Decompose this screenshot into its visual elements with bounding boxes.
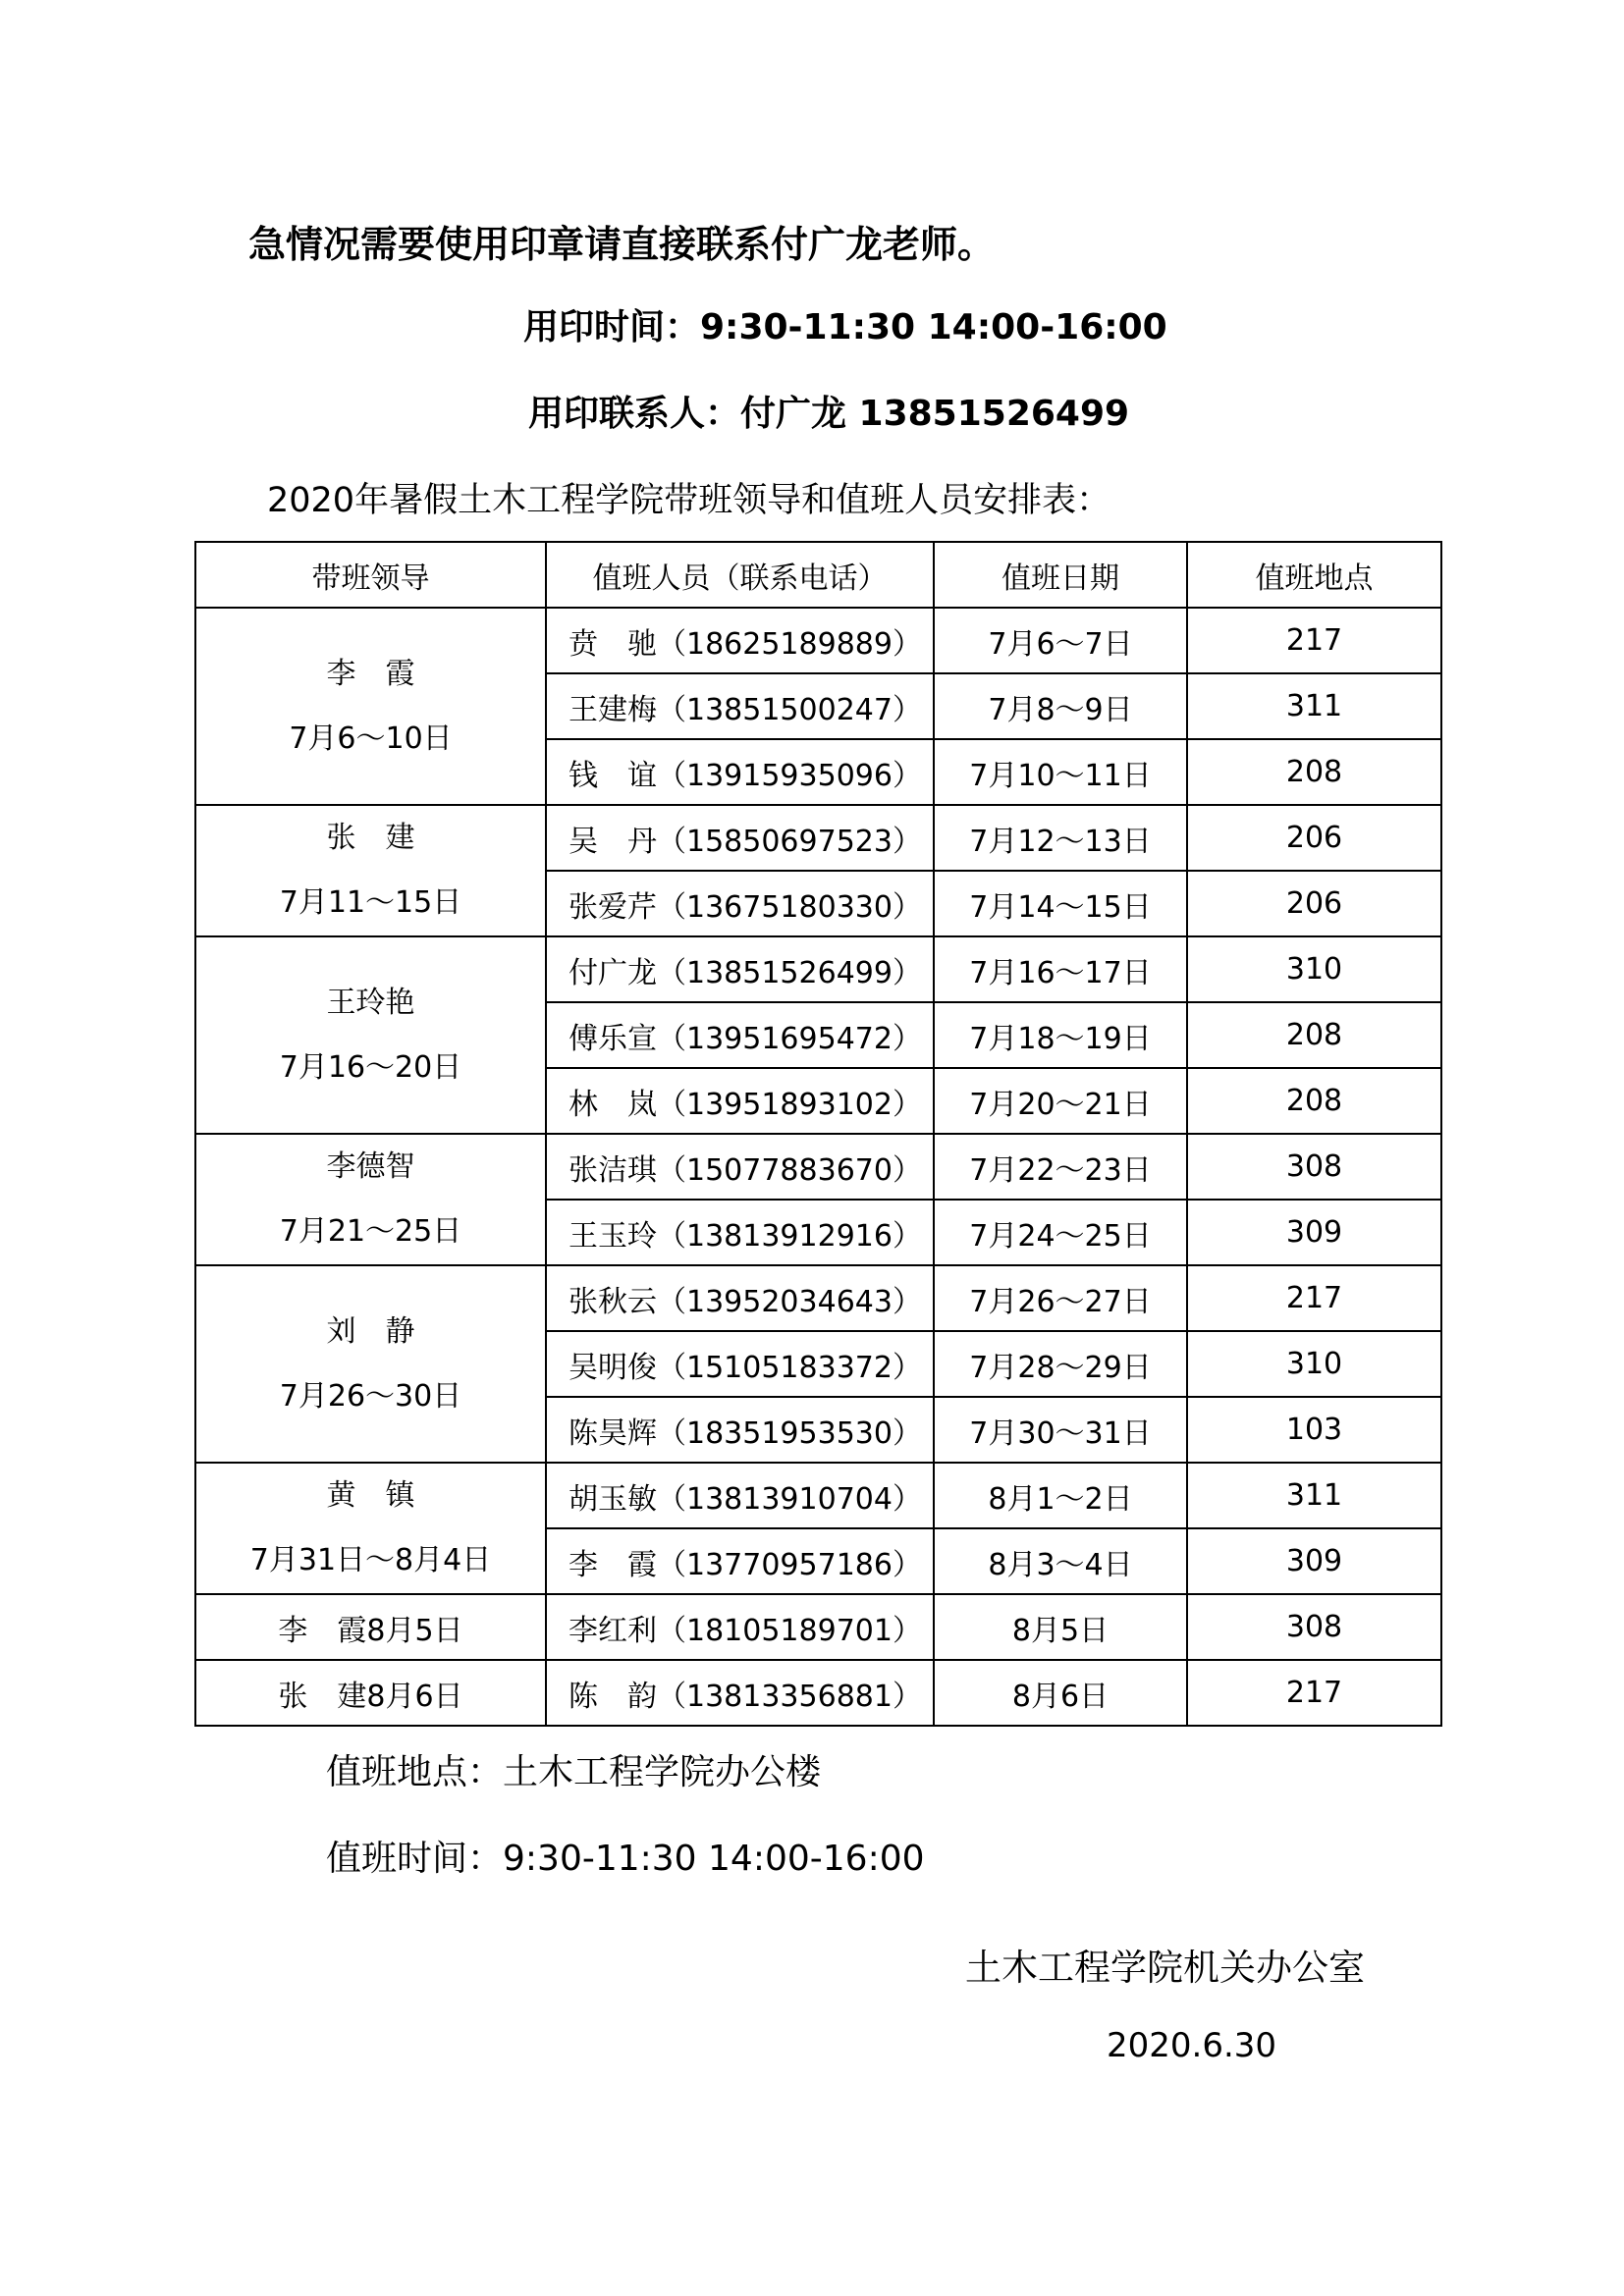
- issuing-office: 土木工程学院机关办公室: [965, 1947, 1365, 1989]
- room-cell: 217: [1187, 1265, 1441, 1331]
- staff-cell: 胡玉敏（13813910704）: [546, 1463, 934, 1528]
- staff-cell: 王玉玲（13813912916）: [546, 1200, 934, 1265]
- duty-date-cell: 7月20～21日: [934, 1068, 1187, 1134]
- leader-name: 王玲艳: [326, 985, 415, 1020]
- stamp-notice: 急情况需要使用印章请直接联系付广龙老师。: [248, 223, 996, 266]
- duty-date-cell: 7月26～27日: [934, 1265, 1187, 1331]
- room-cell: 206: [1187, 805, 1441, 871]
- room-cell: 309: [1187, 1528, 1441, 1594]
- room-cell: 208: [1187, 739, 1441, 805]
- duty-date-cell: 7月22～23日: [934, 1134, 1187, 1200]
- header-leader: 带班领导: [195, 542, 546, 608]
- staff-cell: 陈 韵（13813356881）: [546, 1660, 934, 1726]
- duty-date-cell: 7月30～31日: [934, 1397, 1187, 1463]
- issue-date: 2020.6.30: [1107, 2026, 1277, 2065]
- room-cell: 311: [1187, 1463, 1441, 1528]
- table-row: [195, 1594, 1441, 1660]
- duty-date-cell: 7月12～13日: [934, 805, 1187, 871]
- staff-cell: 李红利（18105189701）: [546, 1594, 934, 1660]
- leader-name: 刘 静: [326, 1313, 415, 1349]
- staff-cell: 张爱芹（13675180330）: [546, 871, 934, 936]
- room-cell: 217: [1187, 608, 1441, 673]
- room-cell: 208: [1187, 1002, 1441, 1068]
- duty-date-cell: 7月8～9日: [934, 673, 1187, 739]
- stamp-contact: 用印联系人：付广龙 13851526499: [528, 394, 1130, 434]
- duty-date-cell: 7月18～19日: [934, 1002, 1187, 1068]
- leader-cell: [195, 936, 546, 1134]
- duty-date-cell: 8月6日: [934, 1660, 1187, 1726]
- leader-dates: 7月31日～8月4日: [249, 1543, 492, 1577]
- leader-name: 李 霞: [326, 656, 415, 691]
- room-cell: 310: [1187, 936, 1441, 1002]
- leader-dates: 7月16～20日: [279, 1049, 462, 1085]
- room-cell: 308: [1187, 1594, 1441, 1660]
- staff-cell: 吴明俊（15105183372）: [546, 1331, 934, 1397]
- staff-cell: 陈昊辉（18351953530）: [546, 1397, 934, 1463]
- room-cell: 310: [1187, 1331, 1441, 1397]
- table-header-row: [195, 542, 1441, 608]
- staff-cell: 李 霞（13770957186）: [546, 1528, 934, 1594]
- table-row: [195, 608, 1441, 673]
- duty-schedule-table: [194, 541, 1442, 1727]
- leader-cell: [195, 1463, 546, 1594]
- leader-cell: [195, 805, 546, 936]
- staff-cell: 付广龙（13851526499）: [546, 936, 934, 1002]
- header-location: 值班地点: [1187, 542, 1441, 608]
- duty-date-cell: 8月1～2日: [934, 1463, 1187, 1528]
- table-title: 2020年暑假土木工程学院带班领导和值班人员安排表：: [267, 481, 1111, 520]
- table-row: [195, 1134, 1441, 1200]
- staff-cell: 张秋云（13952034643）: [546, 1265, 934, 1331]
- leader-cell: 张 建8月6日: [195, 1660, 546, 1726]
- staff-cell: 吴 丹（15850697523）: [546, 805, 934, 871]
- staff-cell: 贲 驰（18625189889）: [546, 608, 934, 673]
- duty-date-cell: 7月14～15日: [934, 871, 1187, 936]
- room-cell: 206: [1187, 871, 1441, 936]
- table-row: [195, 1463, 1441, 1528]
- room-cell: 308: [1187, 1134, 1441, 1200]
- duty-date-cell: 7月24～25日: [934, 1200, 1187, 1265]
- duty-date-cell: 7月28～29日: [934, 1331, 1187, 1397]
- leader-dates: 7月6～10日: [289, 721, 453, 756]
- staff-cell: 林 岚（13951893102）: [546, 1068, 934, 1134]
- room-cell: 309: [1187, 1200, 1441, 1265]
- room-cell: 217: [1187, 1660, 1441, 1726]
- leader-name: 李德智: [326, 1149, 415, 1184]
- leader-name: 黄 镇: [326, 1478, 415, 1513]
- leader-dates: 7月11～15日: [279, 885, 462, 920]
- duty-date-cell: 7月6～7日: [934, 608, 1187, 673]
- duty-date-cell: 8月5日: [934, 1594, 1187, 1660]
- leader-cell: [195, 1134, 546, 1265]
- room-cell: 208: [1187, 1068, 1441, 1134]
- leader-cell: 李 霞8月5日: [195, 1594, 546, 1660]
- leader-cell: [195, 608, 546, 805]
- duty-date-cell: 8月3～4日: [934, 1528, 1187, 1594]
- duty-hours-note: 值班时间：9:30-11:30 14:00-16:00: [326, 1839, 925, 1879]
- table-row: [195, 1660, 1441, 1726]
- duty-location-note: 值班地点：土木工程学院办公楼: [326, 1752, 822, 1792]
- leader-dates: 7月26～30日: [279, 1378, 462, 1414]
- staff-cell: 王建梅（13851500247）: [546, 673, 934, 739]
- room-cell: 311: [1187, 673, 1441, 739]
- table-row: [195, 936, 1441, 1002]
- stamp-hours: 用印时间：9:30-11:30 14:00-16:00: [523, 307, 1167, 347]
- staff-cell: 张洁琪（15077883670）: [546, 1134, 934, 1200]
- header-staff: 值班人员（联系电话）: [546, 542, 934, 608]
- leader-name: 张 建: [326, 821, 415, 855]
- room-cell: 103: [1187, 1397, 1441, 1463]
- table-row: [195, 1265, 1441, 1331]
- duty-date-cell: 7月16～17日: [934, 936, 1187, 1002]
- leader-cell: [195, 1265, 546, 1463]
- staff-cell: 傅乐宣（13951695472）: [546, 1002, 934, 1068]
- header-date: 值班日期: [934, 542, 1187, 608]
- leader-dates: 7月21～25日: [279, 1214, 462, 1249]
- duty-date-cell: 7月10～11日: [934, 739, 1187, 805]
- staff-cell: 钱 谊（13915935096）: [546, 739, 934, 805]
- table-row: [195, 805, 1441, 871]
